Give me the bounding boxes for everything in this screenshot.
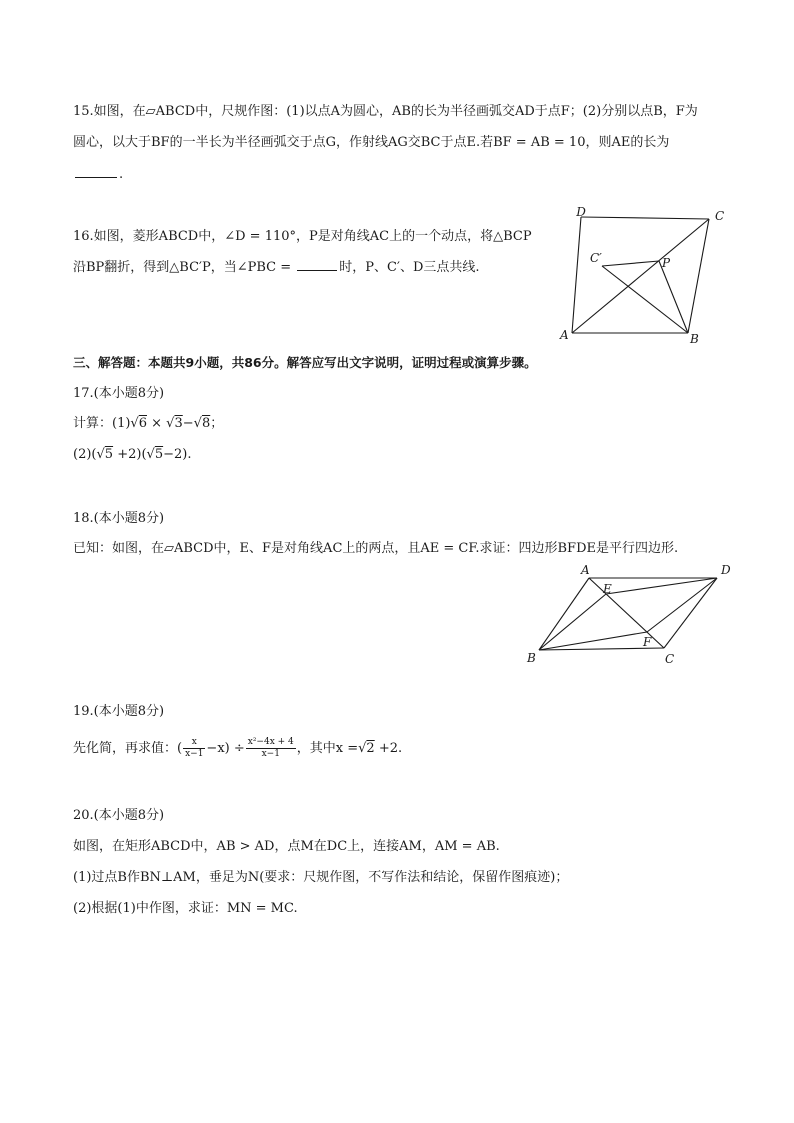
q15-line1: 15.如图，在▱ABCD中，尺规作图：(1)以点A为圆心，AB的长为半径画弧交AD于点F；(2)分别以点B，F为 bbox=[73, 104, 698, 119]
label-c: C bbox=[665, 652, 675, 666]
label-a: A bbox=[581, 563, 590, 577]
q16-line1: 16.如图，菱形ABCD中，∠D = 110°，P是对角线AC上的一个动点，将△BCP bbox=[73, 229, 532, 244]
q19-pre: 先化简，再求值：( bbox=[73, 741, 183, 756]
q19-expression bbox=[73, 737, 402, 760]
q17-p1-end: ； bbox=[210, 416, 224, 431]
q17-header: 17.(本小题8分) bbox=[73, 386, 165, 401]
label-d: D bbox=[721, 563, 731, 577]
q18-text: 已知：如图，在▱ABCD中，E、F是对角线AC上的两点，且AE = CF.求证：四边形BFDE是平行四边形. bbox=[73, 541, 679, 556]
q17-p1-times: × bbox=[147, 416, 167, 431]
label-e: E bbox=[603, 582, 612, 596]
segment-ed bbox=[606, 578, 717, 594]
sqrt-symbol: √ bbox=[193, 416, 202, 431]
section-3-title: 三、解答题：本题共9小题，共86分。解答应写出文字说明，证明过程或演算步骤。 bbox=[73, 355, 537, 370]
answer-blank bbox=[75, 165, 117, 178]
sqrt-symbol: √ bbox=[166, 416, 175, 431]
q19-header: 19.(本小题8分) bbox=[73, 704, 165, 719]
q18-header: 18.(本小题8分) bbox=[73, 511, 165, 526]
q20-line3: (2)根据(1)中作图，求证：MN = MC. bbox=[73, 901, 298, 916]
sqrt-symbol: √ bbox=[358, 741, 367, 756]
diagonal-ac bbox=[589, 578, 664, 648]
sqrt-symbol: √ bbox=[146, 447, 155, 462]
q17-p1-minus: − bbox=[182, 416, 194, 431]
q19-mid: −x) ÷ bbox=[206, 741, 245, 756]
label-p: P bbox=[662, 256, 671, 270]
q17-p2-radicand2: 5 bbox=[154, 447, 164, 462]
label-c: C bbox=[715, 209, 725, 223]
q15-period: . bbox=[119, 167, 124, 182]
q17-p1-radicand1: 6 bbox=[138, 416, 147, 431]
segment-fb bbox=[539, 632, 647, 650]
label-a: A bbox=[560, 328, 569, 342]
q17-p2-pre: (2)( bbox=[73, 447, 97, 462]
label-b: B bbox=[690, 332, 699, 346]
label-b: B bbox=[527, 651, 536, 665]
q17-part1 bbox=[73, 415, 223, 433]
q20-line1: 如图，在矩形ABCD中，AB > AD，点M在DC上，连接AM，AM = AB. bbox=[73, 839, 500, 854]
q16-line2 bbox=[73, 258, 480, 277]
q15-line3 bbox=[73, 165, 123, 184]
fraction-quadratic: $\frac{\text{x²−4x + 4}}{x-1}$ bbox=[247, 737, 294, 759]
rhombus-side-bc bbox=[688, 219, 709, 333]
q16-rhombus-figure bbox=[555, 205, 725, 345]
sqrt-symbol: √ bbox=[96, 447, 105, 462]
q18-parallelogram-figure bbox=[525, 560, 745, 670]
q17-part2 bbox=[73, 446, 191, 464]
rhombus-side-da bbox=[572, 217, 581, 333]
sqrt-symbol: √ bbox=[130, 416, 139, 431]
answer-blank bbox=[297, 258, 337, 271]
fraction-x-over-x-minus-1: $\frac{x}{x-1}$ bbox=[185, 737, 204, 759]
q17-p1-radicand2: 3 bbox=[174, 416, 183, 431]
q17-p2-mid: +2)( bbox=[113, 447, 147, 462]
diagonal-ac bbox=[572, 219, 709, 333]
q19-radicand: 2 bbox=[366, 741, 375, 756]
q20-header: 20.(本小题8分) bbox=[73, 808, 165, 823]
q17-p2-end: −2). bbox=[163, 447, 192, 462]
q19-post: ，其中x = bbox=[296, 741, 359, 756]
q17-p1-pre: 计算：(1) bbox=[73, 416, 131, 431]
rhombus-side-cd bbox=[581, 217, 709, 219]
label-f: F bbox=[643, 635, 652, 649]
label-d: D bbox=[576, 205, 586, 219]
segment-bcp bbox=[602, 266, 688, 333]
q17-p2-radicand1: 5 bbox=[104, 447, 114, 462]
q20-line2: (1)过点B作BN⊥AM，垂足为N(要求：尺规作图，不写作法和结论，保留作图痕迹)； bbox=[73, 870, 569, 885]
q15-line2: 圆心，以大于BF的一半长为半径画弧交于点G，作射线AG交BC于点E.若BF = AB = 10，则AE的长为 bbox=[73, 135, 670, 150]
label-c-prime: C′ bbox=[590, 251, 602, 265]
q16-line2-a: 沿BP翻折，得到△BC′P，当∠PBC = bbox=[73, 260, 292, 275]
q16-line2-b: 时，P、C′、D三点共线. bbox=[339, 260, 480, 275]
q17-p1-radicand3: 8 bbox=[201, 416, 211, 431]
segment-cpp bbox=[602, 261, 659, 266]
q19-end: +2. bbox=[374, 741, 403, 756]
